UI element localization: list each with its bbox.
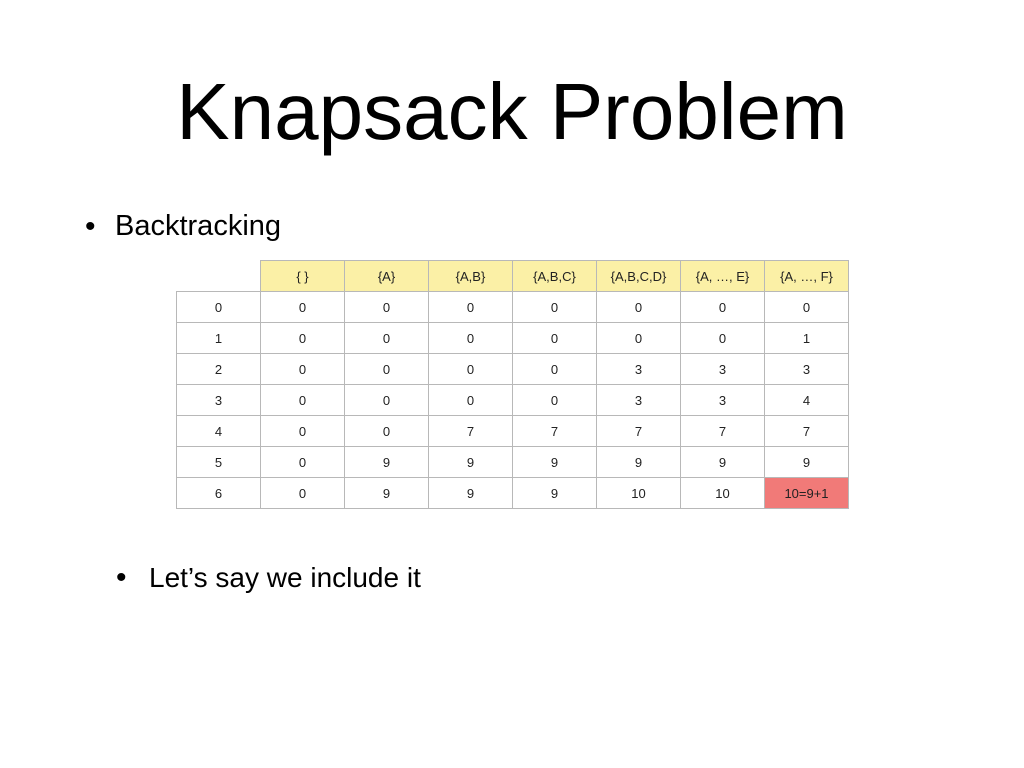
column-header: {A, …, F} [765, 261, 849, 292]
table-cell: 4 [765, 385, 849, 416]
table-cell: 0 [513, 385, 597, 416]
table-cell: 0 [261, 416, 345, 447]
table-row [177, 385, 849, 416]
table-cell: 0 [261, 354, 345, 385]
row-header: 4 [177, 416, 261, 447]
table-row [177, 416, 849, 447]
table-cell: 10 [597, 478, 681, 509]
table-cell: 7 [513, 416, 597, 447]
table-cell: 7 [597, 416, 681, 447]
table-cell: 9 [429, 478, 513, 509]
table-cell: 0 [513, 323, 597, 354]
column-header: {A} [345, 261, 429, 292]
table-cell: 7 [429, 416, 513, 447]
table-cell: 0 [345, 354, 429, 385]
table-cell: 9 [345, 478, 429, 509]
bullet-dot-icon: • [85, 209, 96, 243]
table-cell: 9 [597, 447, 681, 478]
table-cell: 3 [597, 354, 681, 385]
table-cell: 3 [681, 385, 765, 416]
table-row [177, 447, 849, 478]
table-cell: 0 [597, 323, 681, 354]
table-cell: 3 [765, 354, 849, 385]
table-cell: 0 [513, 354, 597, 385]
bullet-backtracking [85, 210, 281, 243]
table-cell: 0 [513, 292, 597, 323]
row-header: 5 [177, 447, 261, 478]
highlighted-cell: 10=9+1 [765, 478, 849, 509]
column-header: { } [261, 261, 345, 292]
table-cell: 0 [597, 292, 681, 323]
table-cell: 0 [429, 292, 513, 323]
table-cell: 0 [429, 385, 513, 416]
row-header: 3 [177, 385, 261, 416]
table-cell: 0 [261, 292, 345, 323]
table-cell: 7 [681, 416, 765, 447]
row-header: 1 [177, 323, 261, 354]
table-cell: 0 [345, 323, 429, 354]
table-cell: 10 [681, 478, 765, 509]
column-header: {A,B,C} [513, 261, 597, 292]
table-cell: 0 [261, 447, 345, 478]
table-row [177, 354, 849, 385]
table-cell: 0 [261, 385, 345, 416]
table-cell: 9 [513, 447, 597, 478]
table-cell: 1 [765, 323, 849, 354]
table-cell: 0 [345, 385, 429, 416]
table-cell: 3 [681, 354, 765, 385]
table-row [177, 292, 849, 323]
table-cell: 9 [429, 447, 513, 478]
row-header: 2 [177, 354, 261, 385]
table-cell: 7 [765, 416, 849, 447]
row-header: 6 [177, 478, 261, 509]
column-header: {A,B,C,D} [597, 261, 681, 292]
column-header: {A,B} [429, 261, 513, 292]
table-cell: 0 [261, 478, 345, 509]
table-corner-cell [177, 261, 261, 292]
knapsack-table [176, 260, 849, 509]
table-cell: 9 [681, 447, 765, 478]
table-cell: 0 [681, 292, 765, 323]
table-cell: 0 [429, 354, 513, 385]
table-cell: 0 [261, 323, 345, 354]
table-row [177, 323, 849, 354]
table-cell: 9 [513, 478, 597, 509]
bullet-include-it [116, 562, 421, 594]
table-cell: 0 [765, 292, 849, 323]
table-cell: 3 [597, 385, 681, 416]
slide-title: Knapsack Problem [176, 67, 848, 156]
table-cell: 0 [681, 323, 765, 354]
column-header: {A, …, E} [681, 261, 765, 292]
table-header-row [177, 261, 849, 292]
table-cell: 0 [345, 416, 429, 447]
bullet-text: Backtracking [115, 210, 282, 242]
table-cell: 9 [765, 447, 849, 478]
bullet-dot-icon: • [116, 561, 127, 594]
table-cell: 9 [345, 447, 429, 478]
table-cell: 0 [429, 323, 513, 354]
table-row [177, 478, 849, 509]
row-header: 0 [177, 292, 261, 323]
table-cell: 0 [345, 292, 429, 323]
bullet-text: Let’s say we include it [149, 562, 421, 593]
